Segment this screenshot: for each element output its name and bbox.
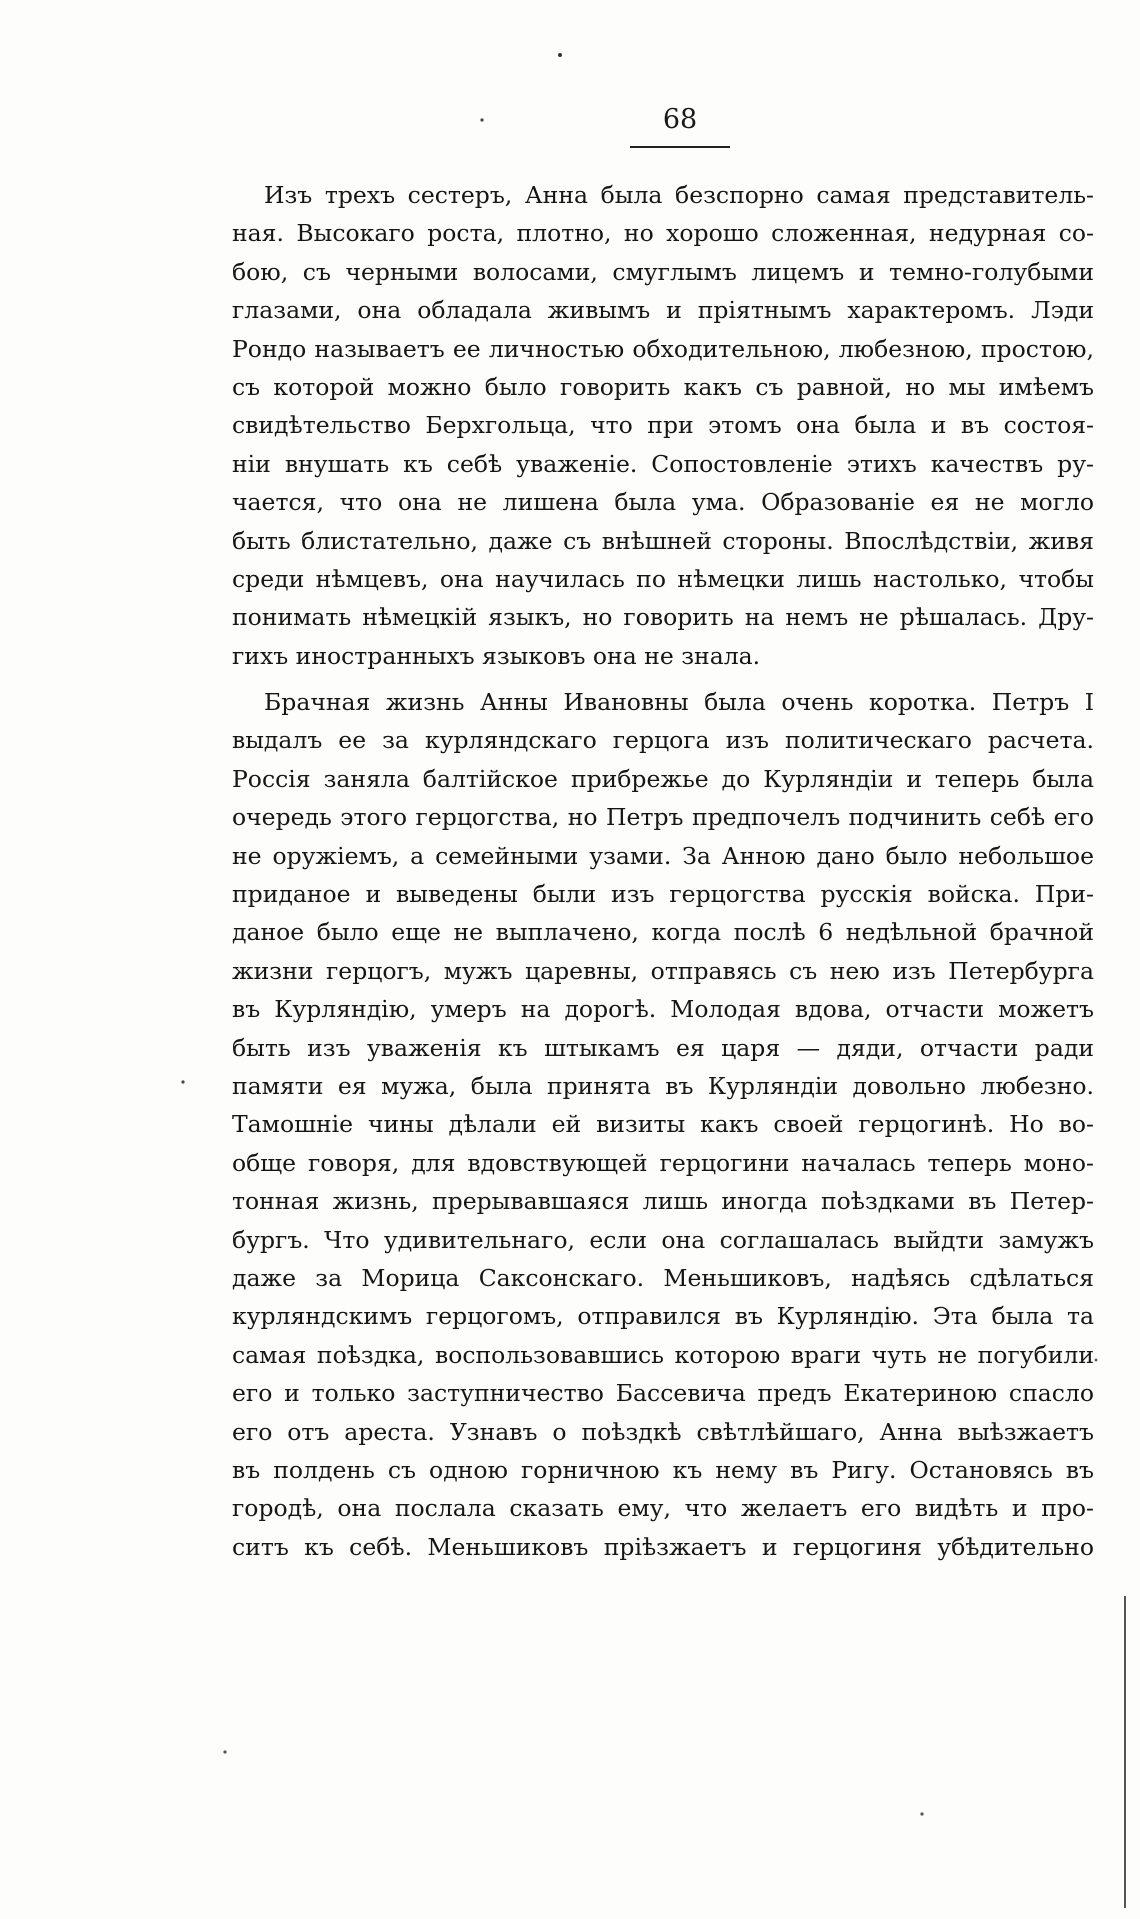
- text-line: глазами, она обладала живымъ и пріятнымъ характеромъ. Лэди: [232, 296, 1094, 325]
- text-line: приданое и выведены были изъ герцогства русскія войска. При-: [232, 880, 1094, 909]
- text-line: даное было еще не выплачено, когда послѣ 6 недѣльной брачной: [232, 918, 1094, 947]
- text-line: жизни герцогъ, мужъ царевны, отправясь съ нею изъ Петербурга: [232, 956, 1094, 985]
- text-line: гихъ иностранныхъ языковъ она не знала.: [232, 641, 761, 670]
- text-line: Рондо называетъ ее личностью обходительною, любезною, простою,: [232, 334, 1094, 363]
- text-line: бургъ. Что удивительнаго, если она соглашалась выйдти замужъ: [232, 1225, 1094, 1254]
- text-line: не оружіемъ, а семейными узами. За Анною дано было небольшое: [232, 841, 1094, 870]
- text-line: быть изъ уваженія къ штыкамъ ея царя — дяди, отчасти ради: [232, 1033, 1094, 1062]
- text-line: ніи внушать къ себѣ уваженіе. Сопостовленіе этихъ качествъ ру-: [232, 449, 1094, 478]
- text-line: даже за Морица Саксонскаго. Меньшиковъ, надѣясь сдѣлаться: [232, 1263, 1094, 1292]
- text-line: Тамошніе чины дѣлали ей визиты какъ своей герцогинѣ. Но во-: [232, 1110, 1094, 1139]
- paragraph-gap: [232, 675, 1094, 683]
- text-line: его и только заступничество Бассевича предъ Екатериною спасло: [232, 1379, 1094, 1408]
- text-line: ситъ къ себѣ. Меньшиковъ пріѣзжаетъ и герцогиня убѣдительно: [232, 1532, 1094, 1561]
- text-line: Россія заняла балтійское прибрежье до Курляндіи и теперь была: [232, 764, 1094, 793]
- text-line: его отъ ареста. Узнавъ о поѣздкѣ свѣтлѣйшаго, Анна выѣзжаетъ: [232, 1417, 1094, 1446]
- text-line: очередь этого герцогства, но Петръ предпочелъ подчинить себѣ его: [232, 803, 1094, 832]
- page-number: 68: [662, 104, 698, 135]
- text-line: быть блистательно, даже съ внѣшней стороны. Впослѣдствіи, живя: [232, 526, 1094, 555]
- speck: [558, 53, 562, 57]
- text-line: въ полдень съ одною горничною къ нему въ Ригу. Остановясь въ: [232, 1455, 1094, 1484]
- text-line: Изъ трехъ сестеръ, Анна была безспорно самая представитель-: [264, 181, 1094, 209]
- text-line: курляндскимъ герцогомъ, отправился въ Курляндію. Эта была та: [232, 1302, 1094, 1331]
- paragraph-2: [232, 683, 1094, 1566]
- text-line: бою, съ черными волосами, смуглымъ лицемъ и темно-голубыми: [232, 257, 1094, 286]
- scan-edge-line: [1124, 1596, 1126, 1908]
- speck: [223, 1750, 226, 1753]
- speck: [480, 118, 483, 121]
- body-text: [232, 176, 1094, 1566]
- text-line: тонная жизнь, прерывавшаяся лишь иногда поѣздками въ Петер-: [232, 1187, 1094, 1216]
- text-line: обще говоря, для вдовствующей герцогини началась теперь моно-: [232, 1148, 1094, 1177]
- speck: [181, 1080, 184, 1083]
- page-number-rule: [630, 146, 730, 148]
- text-line: городѣ, она послала сказать ему, что желаетъ его видѣть и про-: [232, 1494, 1094, 1523]
- paragraph-1: [232, 176, 1094, 675]
- text-line: памяти ея мужа, была принята въ Курляндіи довольно любезно.: [232, 1071, 1094, 1100]
- speck: [920, 1812, 923, 1815]
- text-line: въ Курляндію, умеръ на дорогѣ. Молодая вдова, отчасти можетъ: [232, 995, 1094, 1024]
- text-line: чается, что она не лишена была ума. Образованіе ея не могло: [232, 488, 1094, 517]
- speck: [1095, 1359, 1098, 1362]
- text-line: свидѣтельство Берхгольца, что при этомъ она была и въ состоя-: [232, 411, 1094, 440]
- text-line: съ которой можно было говорить какъ съ равной, но мы имѣемъ: [232, 372, 1094, 401]
- text-line: среди нѣмцевъ, она научилась по нѣмецки лишь настолько, чтобы: [232, 564, 1094, 593]
- text-line: ная. Высокаго роста, плотно, но хорошо сложенная, недурная со-: [232, 219, 1094, 248]
- text-line: понимать нѣмецкій языкъ, но говорить на немъ не рѣшалась. Дру-: [232, 603, 1094, 632]
- text-line: выдалъ ее за курляндскаго герцога изъ политическаго расчета.: [232, 726, 1094, 755]
- text-line: Брачная жизнь Анны Ивановны была очень коротка. Петръ I: [264, 688, 1094, 717]
- text-line: самая поѣздка, воспользовавшись которою враги чуть не погубили: [232, 1340, 1094, 1369]
